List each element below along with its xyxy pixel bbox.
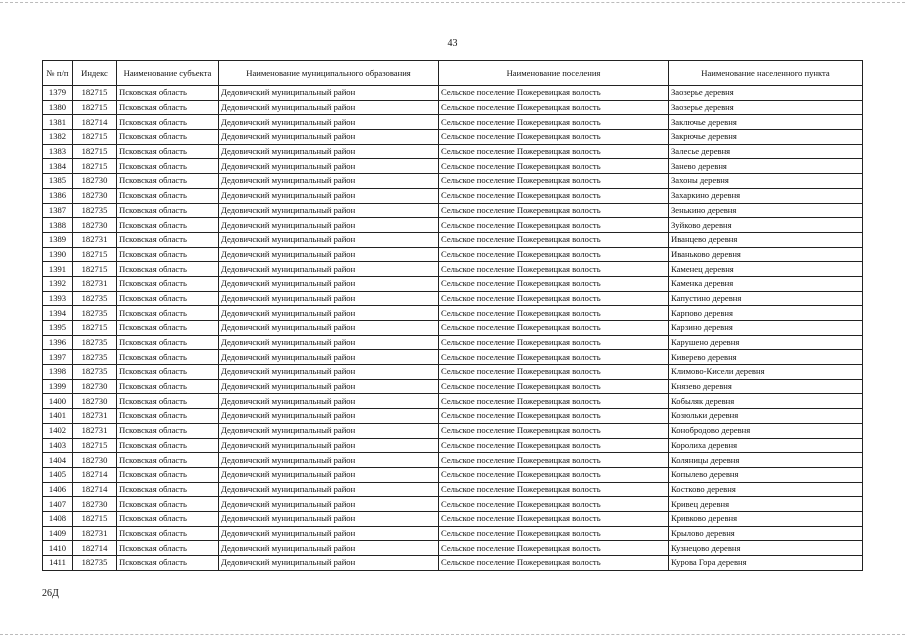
- cell-index: 182735: [73, 350, 117, 365]
- table-row: [43, 247, 863, 262]
- cell-settlement: Сельское поселение Пожеревицкая волость: [439, 144, 669, 159]
- table-body: [43, 86, 863, 571]
- cell-locality: Карпово деревня: [669, 306, 863, 321]
- cell-municipality: Дедовичский муниципальный район: [219, 394, 439, 409]
- scan-edge-top: [0, 2, 905, 3]
- cell-locality: Заозерье деревня: [669, 100, 863, 115]
- cell-municipality: Дедовичский муниципальный район: [219, 218, 439, 233]
- cell-municipality: Дедовичский муниципальный район: [219, 159, 439, 174]
- cell-municipality: Дедовичский муниципальный район: [219, 203, 439, 218]
- cell-subject: Псковская область: [117, 365, 219, 380]
- cell-municipality: Дедовичский муниципальный район: [219, 86, 439, 101]
- cell-num: 1397: [43, 350, 73, 365]
- cell-municipality: Дедовичский муниципальный район: [219, 115, 439, 130]
- cell-index: 182714: [73, 541, 117, 556]
- cell-num: 1395: [43, 321, 73, 336]
- cell-num: 1410: [43, 541, 73, 556]
- cell-municipality: Дедовичский муниципальный район: [219, 526, 439, 541]
- cell-num: 1401: [43, 409, 73, 424]
- cell-locality: Киверево деревня: [669, 350, 863, 365]
- cell-municipality: Дедовичский муниципальный район: [219, 188, 439, 203]
- table-row: [43, 526, 863, 541]
- cell-index: 182730: [73, 453, 117, 468]
- cell-locality: Кривково деревня: [669, 511, 863, 526]
- cell-index: 182731: [73, 276, 117, 291]
- cell-num: 1411: [43, 556, 73, 571]
- header-index: Индекс: [73, 61, 117, 86]
- cell-settlement: Сельское поселение Пожеревицкая волость: [439, 306, 669, 321]
- cell-locality: Климово-Кисели деревня: [669, 365, 863, 380]
- cell-settlement: Сельское поселение Пожеревицкая волость: [439, 409, 669, 424]
- cell-municipality: Дедовичский муниципальный район: [219, 174, 439, 189]
- cell-municipality: Дедовичский муниципальный район: [219, 453, 439, 468]
- cell-index: 182730: [73, 394, 117, 409]
- cell-municipality: Дедовичский муниципальный район: [219, 438, 439, 453]
- cell-num: 1381: [43, 115, 73, 130]
- table-row: [43, 438, 863, 453]
- cell-num: 1396: [43, 335, 73, 350]
- cell-municipality: Дедовичский муниципальный район: [219, 467, 439, 482]
- cell-num: 1407: [43, 497, 73, 512]
- cell-settlement: Сельское поселение Пожеревицкая волость: [439, 262, 669, 277]
- cell-settlement: Сельское поселение Пожеревицкая волость: [439, 174, 669, 189]
- cell-settlement: Сельское поселение Пожеревицкая волость: [439, 541, 669, 556]
- cell-settlement: Сельское поселение Пожеревицкая волость: [439, 130, 669, 145]
- cell-index: 182715: [73, 86, 117, 101]
- cell-settlement: Сельское поселение Пожеревицкая волость: [439, 276, 669, 291]
- table-row: [43, 541, 863, 556]
- cell-locality: Закрючье деревня: [669, 130, 863, 145]
- cell-locality: Курова Гора деревня: [669, 556, 863, 571]
- cell-subject: Псковская область: [117, 511, 219, 526]
- cell-num: 1394: [43, 306, 73, 321]
- cell-settlement: Сельское поселение Пожеревицкая волость: [439, 100, 669, 115]
- cell-locality: Карушено деревня: [669, 335, 863, 350]
- cell-index: 182715: [73, 144, 117, 159]
- table-row: [43, 511, 863, 526]
- cell-locality: Карзино деревня: [669, 321, 863, 336]
- cell-settlement: Сельское поселение Пожеревицкая волость: [439, 335, 669, 350]
- cell-locality: Иваньково деревня: [669, 247, 863, 262]
- cell-index: 182730: [73, 174, 117, 189]
- header-locality: Наименование населенного пункта: [669, 61, 863, 86]
- cell-index: 182715: [73, 438, 117, 453]
- cell-settlement: Сельское поселение Пожеревицкая волость: [439, 526, 669, 541]
- cell-settlement: Сельское поселение Пожеревицкая волость: [439, 438, 669, 453]
- cell-num: 1388: [43, 218, 73, 233]
- cell-locality: Заозерье деревня: [669, 86, 863, 101]
- cell-locality: Каменец деревня: [669, 262, 863, 277]
- cell-index: 182714: [73, 482, 117, 497]
- cell-index: 182715: [73, 247, 117, 262]
- cell-subject: Псковская область: [117, 262, 219, 277]
- cell-settlement: Сельское поселение Пожеревицкая волость: [439, 423, 669, 438]
- cell-subject: Псковская область: [117, 394, 219, 409]
- cell-subject: Псковская область: [117, 174, 219, 189]
- cell-municipality: Дедовичский муниципальный район: [219, 144, 439, 159]
- cell-subject: Псковская область: [117, 497, 219, 512]
- cell-subject: Псковская область: [117, 453, 219, 468]
- cell-subject: Псковская область: [117, 232, 219, 247]
- cell-locality: Каменка деревня: [669, 276, 863, 291]
- table-row: [43, 423, 863, 438]
- cell-subject: Псковская область: [117, 203, 219, 218]
- cell-settlement: Сельское поселение Пожеревицкая волость: [439, 453, 669, 468]
- cell-locality: Королиха деревня: [669, 438, 863, 453]
- cell-index: 182715: [73, 159, 117, 174]
- cell-index: 182715: [73, 321, 117, 336]
- cell-index: 182731: [73, 232, 117, 247]
- cell-num: 1408: [43, 511, 73, 526]
- cell-index: 182735: [73, 203, 117, 218]
- table-row: [43, 86, 863, 101]
- scan-edge-bottom: [0, 634, 905, 635]
- table-row: [43, 203, 863, 218]
- cell-settlement: Сельское поселение Пожеревицкая волость: [439, 365, 669, 380]
- table-row: [43, 262, 863, 277]
- cell-subject: Псковская область: [117, 335, 219, 350]
- cell-subject: Псковская область: [117, 379, 219, 394]
- cell-municipality: Дедовичский муниципальный район: [219, 247, 439, 262]
- cell-settlement: Сельское поселение Пожеревицкая волость: [439, 86, 669, 101]
- cell-settlement: Сельское поселение Пожеревицкая волость: [439, 379, 669, 394]
- cell-locality: Заключье деревня: [669, 115, 863, 130]
- cell-municipality: Дедовичский муниципальный район: [219, 379, 439, 394]
- cell-num: 1400: [43, 394, 73, 409]
- cell-index: 182731: [73, 409, 117, 424]
- cell-locality: Коляницы деревня: [669, 453, 863, 468]
- cell-locality: Козюльки деревня: [669, 409, 863, 424]
- table-row: [43, 276, 863, 291]
- cell-subject: Псковская область: [117, 423, 219, 438]
- cell-locality: Занево деревня: [669, 159, 863, 174]
- cell-subject: Псковская область: [117, 482, 219, 497]
- cell-index: 182730: [73, 188, 117, 203]
- cell-subject: Псковская область: [117, 115, 219, 130]
- cell-subject: Псковская область: [117, 438, 219, 453]
- cell-subject: Псковская область: [117, 276, 219, 291]
- cell-num: 1391: [43, 262, 73, 277]
- cell-index: 182735: [73, 365, 117, 380]
- cell-locality: Захаркино деревня: [669, 188, 863, 203]
- cell-locality: Зенькино деревня: [669, 203, 863, 218]
- table-row: [43, 321, 863, 336]
- cell-subject: Псковская область: [117, 291, 219, 306]
- table-row: [43, 174, 863, 189]
- cell-index: 182730: [73, 379, 117, 394]
- cell-locality: Копылево деревня: [669, 467, 863, 482]
- cell-settlement: Сельское поселение Пожеревицкая волость: [439, 218, 669, 233]
- table-row: [43, 144, 863, 159]
- cell-subject: Псковская область: [117, 247, 219, 262]
- table-row: [43, 159, 863, 174]
- table-row: [43, 306, 863, 321]
- cell-municipality: Дедовичский муниципальный район: [219, 556, 439, 571]
- cell-num: 1389: [43, 232, 73, 247]
- cell-num: 1392: [43, 276, 73, 291]
- cell-municipality: Дедовичский муниципальный район: [219, 423, 439, 438]
- table-row: [43, 100, 863, 115]
- cell-settlement: Сельское поселение Пожеревицкая волость: [439, 291, 669, 306]
- cell-index: 182730: [73, 218, 117, 233]
- cell-municipality: Дедовичский муниципальный район: [219, 262, 439, 277]
- cell-num: 1405: [43, 467, 73, 482]
- table-row: [43, 115, 863, 130]
- cell-subject: Псковская область: [117, 86, 219, 101]
- cell-locality: Зуйково деревня: [669, 218, 863, 233]
- table-row: [43, 232, 863, 247]
- cell-municipality: Дедовичский муниципальный район: [219, 130, 439, 145]
- cell-subject: Псковская область: [117, 130, 219, 145]
- cell-locality: Захоны деревня: [669, 174, 863, 189]
- table-row: [43, 218, 863, 233]
- cell-municipality: Дедовичский муниципальный район: [219, 541, 439, 556]
- table-header-row: [43, 61, 863, 86]
- cell-num: 1399: [43, 379, 73, 394]
- cell-subject: Псковская область: [117, 188, 219, 203]
- cell-subject: Псковская область: [117, 409, 219, 424]
- footer-code: 26Д: [42, 588, 59, 599]
- cell-locality: Кривец деревня: [669, 497, 863, 512]
- cell-index: 182735: [73, 556, 117, 571]
- cell-subject: Псковская область: [117, 218, 219, 233]
- header-settlement: Наименование поселения: [439, 61, 669, 86]
- cell-municipality: Дедовичский муниципальный район: [219, 100, 439, 115]
- cell-settlement: Сельское поселение Пожеревицкая волость: [439, 482, 669, 497]
- cell-settlement: Сельское поселение Пожеревицкая волость: [439, 247, 669, 262]
- cell-num: 1379: [43, 86, 73, 101]
- cell-index: 182735: [73, 306, 117, 321]
- table-row: [43, 365, 863, 380]
- table-row: [43, 409, 863, 424]
- table-row: [43, 394, 863, 409]
- cell-settlement: Сельское поселение Пожеревицкая волость: [439, 556, 669, 571]
- cell-index: 182730: [73, 497, 117, 512]
- table-row: [43, 188, 863, 203]
- cell-num: 1387: [43, 203, 73, 218]
- cell-locality: Костково деревня: [669, 482, 863, 497]
- cell-subject: Псковская область: [117, 541, 219, 556]
- cell-index: 182731: [73, 526, 117, 541]
- cell-settlement: Сельское поселение Пожеревицкая волость: [439, 511, 669, 526]
- table-row: [43, 497, 863, 512]
- cell-settlement: Сельское поселение Пожеревицкая волость: [439, 394, 669, 409]
- cell-municipality: Дедовичский муниципальный район: [219, 482, 439, 497]
- cell-index: 182735: [73, 335, 117, 350]
- cell-municipality: Дедовичский муниципальный район: [219, 306, 439, 321]
- cell-municipality: Дедовичский муниципальный район: [219, 511, 439, 526]
- cell-index: 182715: [73, 511, 117, 526]
- cell-subject: Псковская область: [117, 321, 219, 336]
- cell-index: 182731: [73, 423, 117, 438]
- table-row: [43, 379, 863, 394]
- cell-settlement: Сельское поселение Пожеревицкая волость: [439, 232, 669, 247]
- table-row: [43, 335, 863, 350]
- cell-locality: Князево деревня: [669, 379, 863, 394]
- table-row: [43, 130, 863, 145]
- cell-municipality: Дедовичский муниципальный район: [219, 497, 439, 512]
- cell-subject: Псковская область: [117, 306, 219, 321]
- table-row: [43, 350, 863, 365]
- cell-num: 1384: [43, 159, 73, 174]
- cell-municipality: Дедовичский муниципальный район: [219, 321, 439, 336]
- cell-index: 182735: [73, 291, 117, 306]
- cell-municipality: Дедовичский муниципальный район: [219, 350, 439, 365]
- page-number: 43: [447, 38, 458, 49]
- cell-settlement: Сельское поселение Пожеревицкая волость: [439, 497, 669, 512]
- cell-num: 1393: [43, 291, 73, 306]
- table-row: [43, 482, 863, 497]
- cell-locality: Залесье деревня: [669, 144, 863, 159]
- cell-municipality: Дедовичский муниципальный район: [219, 276, 439, 291]
- localities-table: [42, 60, 863, 571]
- cell-locality: Иванцево деревня: [669, 232, 863, 247]
- cell-subject: Псковская область: [117, 526, 219, 541]
- cell-subject: Псковская область: [117, 350, 219, 365]
- cell-municipality: Дедовичский муниципальный район: [219, 409, 439, 424]
- cell-municipality: Дедовичский муниципальный район: [219, 291, 439, 306]
- cell-subject: Псковская область: [117, 100, 219, 115]
- cell-locality: Конобродово деревня: [669, 423, 863, 438]
- cell-num: 1390: [43, 247, 73, 262]
- cell-index: 182714: [73, 115, 117, 130]
- cell-num: 1386: [43, 188, 73, 203]
- cell-num: 1406: [43, 482, 73, 497]
- cell-index: 182715: [73, 130, 117, 145]
- cell-locality: Кузнецово деревня: [669, 541, 863, 556]
- cell-num: 1404: [43, 453, 73, 468]
- cell-settlement: Сельское поселение Пожеревицкая волость: [439, 203, 669, 218]
- cell-settlement: Сельское поселение Пожеревицкая волость: [439, 467, 669, 482]
- cell-subject: Псковская область: [117, 556, 219, 571]
- cell-subject: Псковская область: [117, 467, 219, 482]
- cell-subject: Псковская область: [117, 144, 219, 159]
- cell-num: 1385: [43, 174, 73, 189]
- table-row: [43, 556, 863, 571]
- cell-locality: Капустино деревня: [669, 291, 863, 306]
- cell-num: 1380: [43, 100, 73, 115]
- cell-num: 1382: [43, 130, 73, 145]
- cell-settlement: Сельское поселение Пожеревицкая волость: [439, 321, 669, 336]
- table-row: [43, 467, 863, 482]
- cell-num: 1398: [43, 365, 73, 380]
- cell-municipality: Дедовичский муниципальный район: [219, 232, 439, 247]
- header-municipality: Наименование муниципального образования: [219, 61, 439, 86]
- cell-settlement: Сельское поселение Пожеревицкая волость: [439, 159, 669, 174]
- table-row: [43, 291, 863, 306]
- table-row: [43, 453, 863, 468]
- cell-municipality: Дедовичский муниципальный район: [219, 365, 439, 380]
- header-num: № п/п: [43, 61, 73, 86]
- cell-locality: Кобыляк деревня: [669, 394, 863, 409]
- cell-num: 1403: [43, 438, 73, 453]
- cell-index: 182715: [73, 262, 117, 277]
- cell-num: 1402: [43, 423, 73, 438]
- cell-settlement: Сельское поселение Пожеревицкая волость: [439, 188, 669, 203]
- cell-locality: Крылово деревня: [669, 526, 863, 541]
- cell-subject: Псковская область: [117, 159, 219, 174]
- cell-num: 1409: [43, 526, 73, 541]
- header-subject: Наименование субъекта: [117, 61, 219, 86]
- cell-settlement: Сельское поселение Пожеревицкая волость: [439, 115, 669, 130]
- cell-index: 182715: [73, 100, 117, 115]
- cell-num: 1383: [43, 144, 73, 159]
- cell-index: 182714: [73, 467, 117, 482]
- cell-municipality: Дедовичский муниципальный район: [219, 335, 439, 350]
- cell-settlement: Сельское поселение Пожеревицкая волость: [439, 350, 669, 365]
